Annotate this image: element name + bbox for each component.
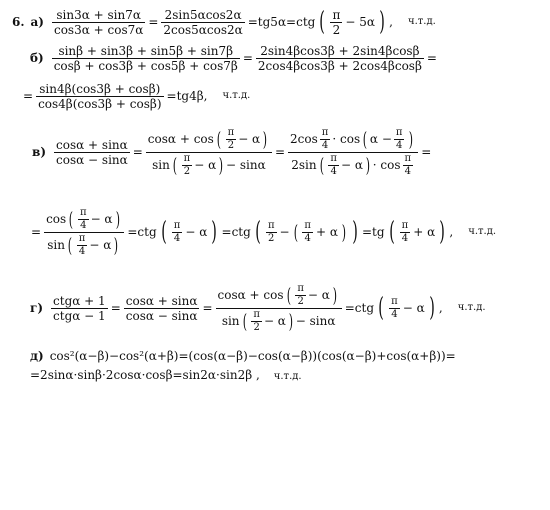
problem-number: 6. bbox=[12, 15, 25, 29]
v-lead-eq: = bbox=[31, 225, 42, 239]
a-qed: ч.т.д. bbox=[407, 16, 436, 27]
b-eq: = bbox=[242, 51, 253, 65]
v-fraction-3: 2cos $\frac{\pi}{4}$ · cos ( α − $\frac{\pi}{4}$ ) 2sin ( $\frac{\pi}{4}$ − α ) · cos $\frac{\pi}{4}$ bbox=[288, 128, 418, 177]
v-ctg-1: =ctg bbox=[127, 225, 157, 239]
problem-a-label: а) bbox=[30, 15, 44, 29]
a-pi-over-2: $\frac{\pi}{2}$ bbox=[332, 7, 341, 37]
b-qed: ч.т.д. bbox=[222, 90, 251, 101]
problem-d-line-1 bbox=[30, 350, 456, 362]
v-fraction-1: $\frac{\cos\alpha + \sin\alpha}{\cos\alpha - \sin\alpha}$ bbox=[56, 137, 128, 167]
g-fraction-1: $\frac{\text{ctgα + 1}}{\text{ctgα − 1}}$ bbox=[53, 293, 106, 323]
a-rhs: =tg5α=ctg bbox=[247, 15, 316, 29]
g-fraction-3: cosα + cos ( $\frac{\pi}{2}$ − α ) sin ( $\frac{\pi}{2}$ − α ) − sinα bbox=[216, 284, 342, 333]
problem-b-label: б) bbox=[30, 51, 44, 65]
v-qed: ч.т.д. bbox=[468, 226, 497, 237]
problem-d-line-2 bbox=[30, 369, 302, 382]
a-f2-num: 2sin5αcos2α bbox=[164, 7, 242, 22]
problem-v-row-1 bbox=[32, 118, 432, 186]
v-trail-eq: = bbox=[421, 145, 432, 159]
b-fraction-2: $\frac{2\sin 4\beta\cos 3\beta + 2\sin 4\beta\cos\beta}{2\cos 4\beta\cos 3\beta + 2\cos 4\beta\cos\beta}$ bbox=[257, 43, 422, 73]
b-fraction-1: $\frac{\sin\beta + \sin 3\beta + \sin 5\beta + \sin 7\beta}{\cos\beta + \cos 3\beta + \cos 5\beta + \cos 7\beta}$ bbox=[53, 43, 238, 73]
problem-v-row-2: = cos ( $\frac{\pi}{4}$ − α ) sin ( $\frac{\pi}{4}$ − α ) =ctg ( $\frac{\pi}{4}$ − α ) =ctg ( $\frac{\pi}{2}$ − ( $\frac{\pi}{4}$ + α ) ) =tg ( $\frac{\pi}{4}$ + α ) , ч.т.д. bbox=[31, 206, 497, 257]
problem-d-label: д) bbox=[30, 349, 44, 363]
v-eq-1: = bbox=[132, 145, 143, 159]
a-eq: = bbox=[148, 15, 159, 29]
g-fraction-2: $\frac{\cos\alpha + \sin\alpha}{\cos\alpha - \sin\alpha}$ bbox=[125, 293, 198, 323]
a-rparen: ) bbox=[379, 7, 385, 37]
problem-b-row-2 bbox=[22, 80, 250, 112]
a-minus-5a: − 5α bbox=[345, 15, 375, 29]
a-tail: , bbox=[389, 15, 393, 29]
a-f1-num: sin3α + sin7α bbox=[56, 7, 141, 22]
v-fraction-2: cosα + cos ( $\frac{\pi}{2}$ − α ) sin ( $\frac{\pi}{2}$ − α ) − sinα bbox=[146, 128, 272, 177]
d-line-2: =2sinα·sinβ·2cosα·cosβ=sin2α·sin2β , bbox=[30, 368, 260, 382]
problem-v-label: в) bbox=[32, 145, 47, 159]
d-line-1: cos²(α−β)−cos²(α+β)=(cos(α−β)−cos(α−β))(cos(α−β)+cos(α+β))= bbox=[49, 349, 456, 363]
b-fraction-3: $\frac{\sin 4\beta(\cos 3\beta + \cos\beta)}{\cos 4\beta(\cos 3\beta + \cos\beta)}$ bbox=[38, 81, 162, 111]
a-f1-den: cos3α + cos7α bbox=[53, 22, 144, 37]
b-rhs: =tg4β, bbox=[166, 89, 208, 103]
d-qed: ч.т.д. bbox=[273, 371, 302, 382]
problem-b-row-1 bbox=[30, 42, 438, 74]
problem-g-row: г) $\frac{\text{ctgα + 1}}{\text{ctgα − 1}}$ = $\frac{\cos\alpha + \sin\alpha}{\cos\alpha - \sin\alpha}$ = cosα + cos ( $\frac{\pi}{2}$ − α ) sin ( $\frac{\pi}{2}$ − α ) − sinα =ctg ( $\frac{\pi}{4}$ − α ) , ч.т.д. bbox=[30, 282, 486, 333]
v-fraction-4: cos ( $\frac{\pi}{4}$ − α ) sin ( $\frac{\pi}{4}$ − α ) bbox=[44, 208, 124, 257]
a-f2-den: 2cos5αcos2α bbox=[163, 22, 243, 37]
a-fraction-1 bbox=[52, 9, 145, 36]
b-lead-eq: = bbox=[23, 89, 34, 103]
b-trail-eq: = bbox=[426, 51, 437, 65]
problem-g-label: г) bbox=[30, 301, 44, 315]
g-qed: ч.т.д. bbox=[457, 302, 486, 313]
problem-a-row bbox=[12, 6, 436, 38]
a-lparen: ( bbox=[319, 7, 326, 37]
v-ctg-2: =ctg bbox=[221, 225, 251, 239]
v-tg: =tg bbox=[361, 225, 385, 239]
v-eq-2: = bbox=[274, 145, 286, 159]
a-fraction-2 bbox=[161, 9, 244, 36]
